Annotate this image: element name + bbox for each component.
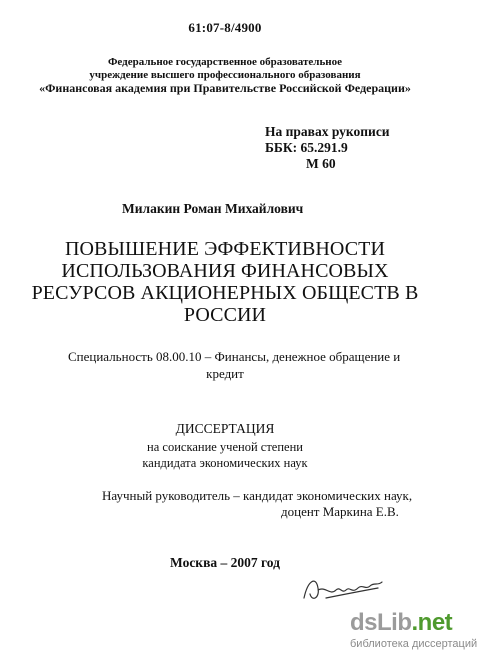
handwritten-signature xyxy=(296,568,386,610)
city-year: Москва – 2007 год xyxy=(170,555,280,570)
supervisor-line-2: доцент Маркина Е.В. xyxy=(281,504,399,519)
dslib-watermark xyxy=(350,609,477,650)
degree-line-2: кандидата экономических наук xyxy=(142,456,308,470)
title-line-4: РОССИИ xyxy=(183,304,267,326)
institution-line-1: Федеральное государственное образовательное xyxy=(107,56,343,68)
manuscript-rights: На правах рукописи xyxy=(265,124,390,139)
dslib-logo: dsLib.net xyxy=(350,609,453,636)
author-mark: М 60 xyxy=(306,156,336,171)
dslib-caption: библиотека диссертаций xyxy=(350,638,477,650)
supervisor-line-1: Научный руководитель – кандидат экономических наук, xyxy=(102,488,413,503)
bbk-code: ББК: 65.291.9 xyxy=(265,140,348,155)
author-name: Милакин Роман Михайлович xyxy=(122,201,304,216)
degree-line-1: на соискание ученой степени xyxy=(147,440,303,454)
specialty-line-1: Специальность 08.00.10 – Финансы, денежное обращение и xyxy=(68,349,401,364)
institution-line-3: «Финансовая академия при Правительстве Российской Федерации» xyxy=(39,81,411,95)
dissertation-heading: ДИССЕРТАЦИЯ xyxy=(175,421,275,436)
title-line-2: ИСПОЛЬЗОВАНИЯ ФИНАНСОВЫХ xyxy=(61,260,389,282)
archive-number: 61:07-8/4900 xyxy=(188,20,262,35)
institution-line-2: учреждение высшего профессионального образования xyxy=(89,69,361,81)
specialty-line-2: кредит xyxy=(206,366,244,381)
title-line-3: РЕСУРСОВ АКЦИОНЕРНЫХ ОБЩЕСТВ В xyxy=(31,282,419,304)
title-line-1: ПОВЫШЕНИЕ ЭФФЕКТИВНОСТИ xyxy=(64,238,386,260)
